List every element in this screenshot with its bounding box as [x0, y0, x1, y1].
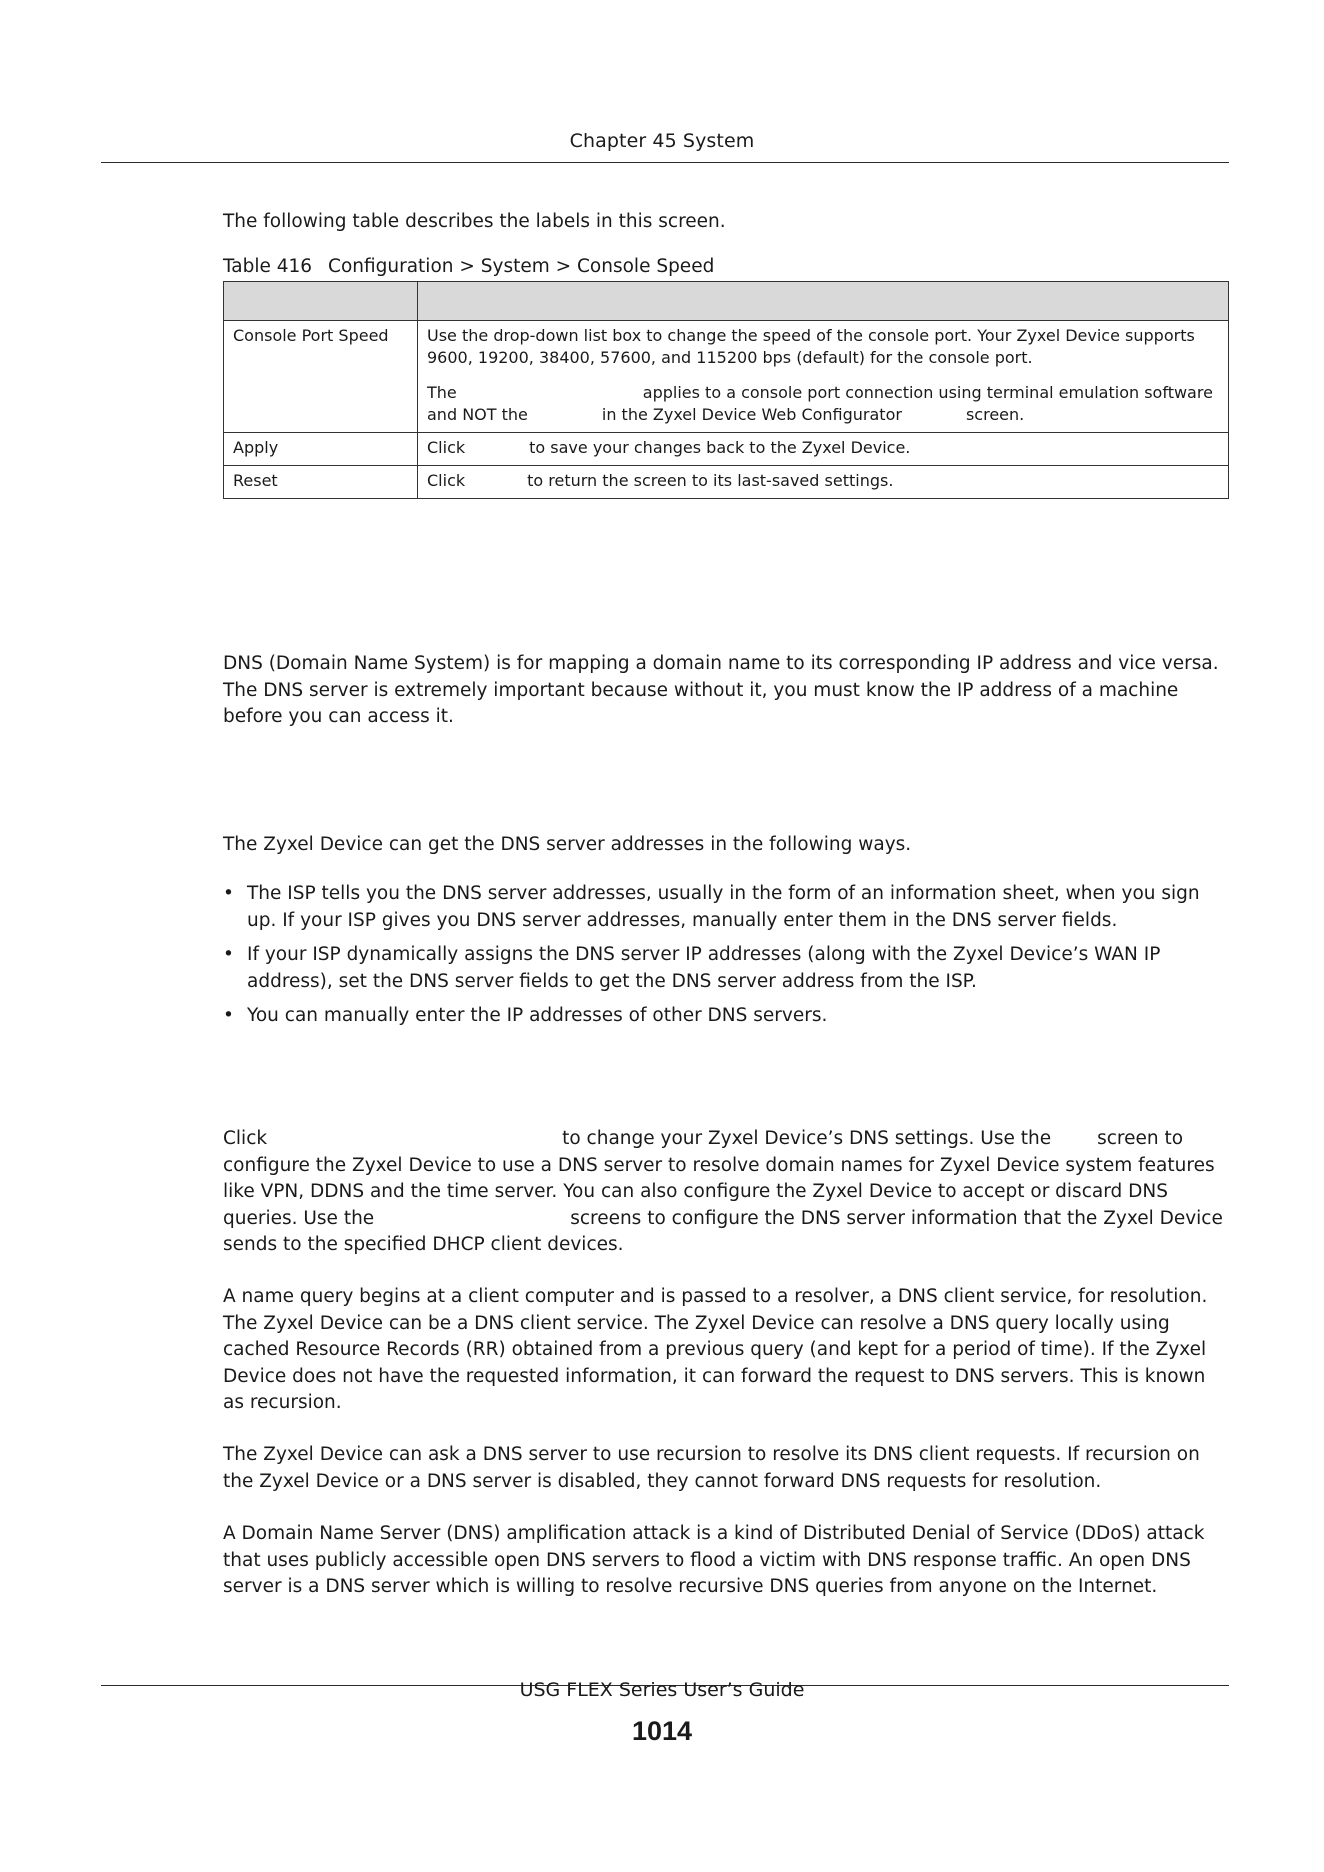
list-item-text: If your ISP dynamically assigns the DNS server IP addresses (along with the Zyxel Device’s WAN IP address), set the DNS server fields to get the DNS server address from the ISP.: [247, 944, 1161, 992]
row-label: Apply: [224, 433, 418, 466]
table-header-row: [224, 282, 1229, 321]
config-part-4: screens to configure the DNS server information that the Zyxel Device sends to the specified DHCP client devices.: [223, 1207, 1223, 1255]
header-rule: [101, 162, 1229, 163]
table-row: [224, 433, 1229, 466]
note-part-3: in the Zyxel Device Web Configurator: [601, 405, 902, 424]
amplification-paragraph: A Domain Name Server (DNS) amplification attack is a kind of Distributed Denial of Service (DDoS) attack that uses publicly accessible open DNS servers to flood a victim with DNS response traffic. An open DNS server is a DNS server which is willing to resolve recursive DNS queries from anyone on the Internet.: [223, 1523, 1205, 1597]
row-description-note: [427, 382, 1218, 426]
page-number: 1014: [631, 1716, 693, 1746]
row-desc-part-1: Click: [427, 471, 466, 490]
dns-overview-paragraph: DNS (Domain Name System) is for mapping a domain name to its corresponding IP address and vice versa. The DNS server is extremely important because without it, you must know the IP address of a machine before you can access it.: [223, 653, 1219, 727]
row-description: [418, 466, 1229, 499]
note-part-2: applies to a console port connection using terminal emulation software and NOT the: [427, 383, 1213, 424]
table-caption: [223, 256, 714, 277]
table-header-description: [418, 282, 1229, 321]
config-part-3: screen to configure the Zyxel Device to use a DNS server to resolve domain names for Zyxel Device system features like VPN, DDNS and the time server. You can also configure the Zyxel Device to accept or discard DNS queries. Use the: [223, 1128, 1215, 1229]
row-label: Reset: [224, 466, 418, 499]
row-desc-part-2: to return the screen to its last-saved settings.: [527, 471, 894, 490]
row-desc-part-2: to save your changes back to the Zyxel Device.: [529, 438, 911, 457]
list-item: [223, 881, 1228, 934]
name-query-paragraph: A name query begins at a client computer and is passed to a resolver, a DNS client service, for resolution. The Zyxel Device can be a DNS client service. The Zyxel Device can resolve a DNS query locally using cached Resource Records (RR) obtained from a previous query (and kept for a period of time). If the Zyxel Device does not have the requested information, it can forward the request to DNS servers. This is known as recursion.: [223, 1286, 1208, 1413]
dns-config-paragraph: [223, 1126, 1223, 1259]
note-part-1: The: [427, 383, 457, 402]
table-row: [224, 466, 1229, 499]
table-intro: The following table describes the labels in this screen.: [223, 211, 726, 232]
row-label: Console Port Speed: [224, 321, 418, 433]
bullet-icon: •: [223, 1005, 234, 1026]
row-description: [418, 433, 1229, 466]
table-row: [224, 321, 1229, 433]
recursion-paragraph: The Zyxel Device can ask a DNS server to use recursion to resolve its DNS client requests. If recursion on the Zyxel Device or a DNS server is disabled, they cannot forward DNS requests for resolution.: [223, 1444, 1200, 1492]
console-speed-table: [223, 281, 1229, 499]
list-item: [223, 1003, 1228, 1030]
row-description: [418, 321, 1229, 433]
list-item-text: The ISP tells you the DNS server addresses, usually in the form of an information sheet, when you sign up. If your ISP gives you DNS server addresses, manually enter them in the DNS server fields.: [247, 883, 1200, 931]
guide-title: USG FLEX Series User’s Guide: [519, 1679, 805, 1701]
row-description-text: Use the drop-down list box to change the speed of the console port. Your Zyxel Device supports 9600, 19200, 38400, 57600, and 115200 bps (default) for the console port.: [427, 326, 1195, 367]
bullet-icon: •: [223, 883, 234, 904]
bullet-icon: •: [223, 944, 234, 965]
dns-ways-intro: The Zyxel Device can get the DNS server addresses in the following ways.: [223, 834, 912, 855]
config-part-1: Click: [223, 1128, 268, 1149]
note-part-4: screen.: [965, 405, 1025, 424]
list-item: [223, 942, 1228, 995]
list-item-text: You can manually enter the IP addresses of other DNS servers.: [247, 1005, 828, 1026]
table-header-label: [224, 282, 418, 321]
config-part-2: to change your Zyxel Device’s DNS settings. Use the: [562, 1128, 1052, 1149]
table-caption-number: Table 416: [223, 256, 313, 277]
table-caption-title: Configuration > System > Console Speed: [328, 256, 715, 277]
row-desc-part-1: Click: [427, 438, 466, 457]
chapter-title: Chapter 45 System: [569, 130, 755, 152]
dns-ways-list: [223, 881, 1228, 1038]
